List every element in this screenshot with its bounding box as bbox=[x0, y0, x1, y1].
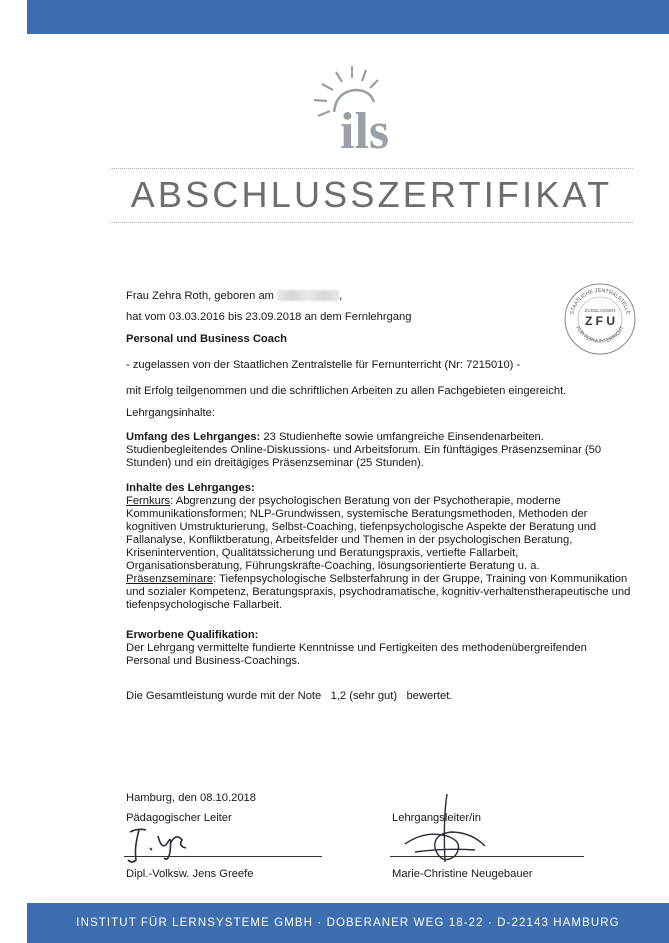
right-signer-name: Marie-Christine Neugebauer bbox=[392, 868, 533, 880]
course-title: Personal und Business Coach bbox=[126, 333, 288, 345]
praesenz-text: : Tiefenpsychologische Selbsterfahrung in der Gruppe, Training von Kommunikation und sozialer Kompetenz, Beratungspraxis, psychodramatische, kognitiv-verhaltenstherapeutische und tiefenpsychologische Fallarbeit. bbox=[126, 573, 631, 611]
grade-line bbox=[126, 690, 452, 703]
page-title: ABSCHLUSSZERTIFIKAT bbox=[130, 174, 613, 215]
fernkurs-text: : Abgrenzung der psychologischen Beratung von der Psychotherapie, moderne Kommunikationsformen; NLP-Grundwissen, systemische Beratungsmethoden, Methoden der kognitiven Umstrukturierung, Selbst-Coaching, tiefenpsychologische Aspekte der Beratung und Fallanalyse, Konfliktberatung, Arbeitsfelder und Themen in der psychologischen Beratung, Krisenintervention, Qualitätssicherung und Beratungspraxis, vertiefte Fallarbeit, Organisationsberatung, Führungskräfte-Coaching, lösungsorientierte Beratung u. a. bbox=[126, 495, 597, 572]
qualification-text: Der Lehrgang vermittelte fundierte Kenntnisse und Fertigkeiten des methodenübergreifenden Personal und Business-Coachings. bbox=[126, 642, 587, 667]
contents-section bbox=[126, 482, 631, 612]
zfu-seal bbox=[563, 282, 637, 356]
grade-prefix: Die Gesamtleistung wurde mit der Note bbox=[126, 690, 322, 702]
grade-value: 1,2 (sehr gut) bbox=[330, 690, 398, 702]
ils-logo bbox=[300, 62, 418, 158]
footer-bar bbox=[27, 903, 669, 943]
title-divider-bottom bbox=[110, 222, 633, 223]
grade-suffix: bewertet. bbox=[406, 690, 453, 702]
seal-middle: ZUGELASSEN bbox=[584, 308, 616, 313]
right-signature bbox=[385, 790, 505, 870]
left-signer-role: Pädagogischer Leiter bbox=[126, 812, 232, 824]
footer-address: INSTITUT FÜR LERNSYSTEME GMBH · DOBERANER WEG 18-22 · D-22143 HAMBURG bbox=[76, 917, 620, 929]
scope-section bbox=[126, 431, 631, 470]
recipient-line bbox=[126, 290, 342, 303]
redacted-birthdate bbox=[277, 290, 339, 301]
left-signature bbox=[124, 822, 194, 867]
right-signature-line bbox=[390, 856, 584, 857]
qualification-section bbox=[126, 629, 631, 668]
approval-line: - zugelassen von der Staatlichen Zentralstelle für Fernunterricht (Nr: 7215010) - bbox=[126, 359, 521, 371]
logo-text: ils bbox=[340, 103, 390, 158]
seal-bottom-arc: FÜR FERNUNTERRICHT bbox=[574, 325, 626, 345]
right-signer-role: Lehrgangsleiter/in bbox=[392, 812, 481, 824]
contents-label: Lehrgangsinhalte: bbox=[126, 407, 215, 419]
qualification-heading: Erworbene Qualifikation: bbox=[126, 629, 259, 641]
seal-letters: Z F U bbox=[585, 314, 615, 328]
left-signer-name: Dipl.-Volksw. Jens Greefe bbox=[126, 868, 254, 880]
header-bar bbox=[27, 0, 669, 34]
recipient-suffix: , bbox=[339, 290, 343, 302]
place-date: Hamburg, den 08.10.2018 bbox=[126, 792, 256, 804]
fernkurs-label: Fernkurs bbox=[126, 495, 171, 507]
seal-top-arc: STAATLICHE ZENTRALSTELLE bbox=[569, 287, 631, 316]
success-line: mit Erfolg teilgenommen und die schriftlichen Arbeiten zu allen Fachgebieten eingereicht. bbox=[126, 385, 567, 397]
contents-heading: Inhalte des Lehrganges: bbox=[126, 482, 255, 494]
praesenz-label: Präsenzseminare bbox=[126, 573, 214, 585]
title-divider-top bbox=[110, 168, 633, 169]
scope-heading: Umfang des Lehrganges: bbox=[126, 431, 261, 443]
period-line: hat vom 03.03.2016 bis 23.09.2018 an dem Fernlehrgang bbox=[126, 311, 412, 323]
scope-text: 23 Studienhefte sowie umfangreiche Einsendenarbeiten. Studienbegleitendes Online-Diskussions- und Arbeitsforum. Ein fünftägiges Präsenzseminar (50 Stunden) und ein dreitägiges Präsenzseminar (25 Stunden). bbox=[126, 431, 602, 469]
left-signature-line bbox=[124, 856, 322, 857]
recipient-name: Frau Zehra Roth, geboren am bbox=[126, 290, 274, 302]
